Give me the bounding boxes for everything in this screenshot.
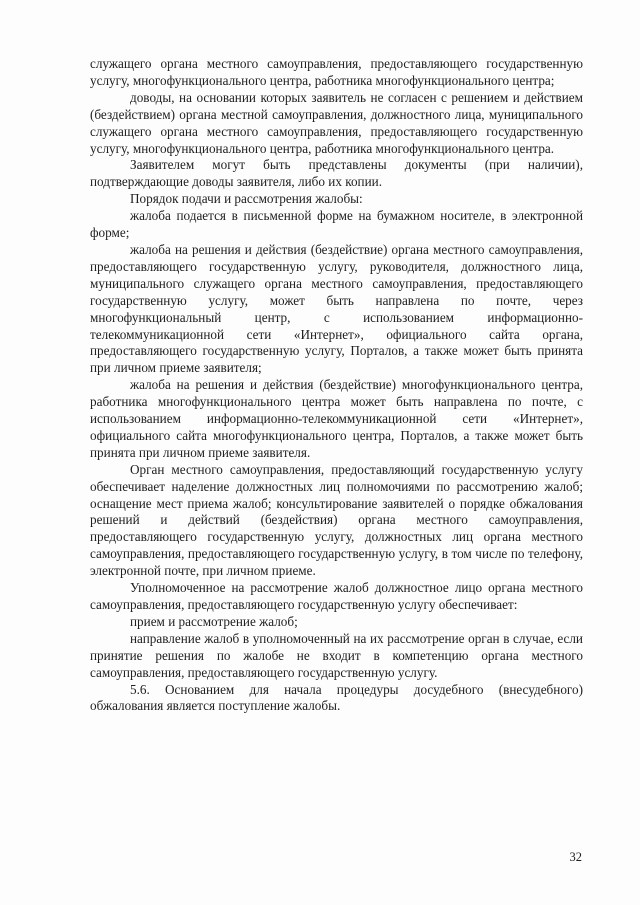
paragraph: служащего органа местного самоуправления, предоставляющего государственную услугу, многофункционального центра, работника многофункционального центра; bbox=[90, 56, 583, 88]
paragraph: Орган местного самоуправления, предоставляющий государственную услугу обеспечивает наделение должностных лиц полномочиями по рассмотрению жалоб; оснащение мест приема жалоб; консультирование заявителей о порядке обжалования решений и действий (бездействия) органа местного самоуправления, предоставляющего государственную услугу, должностных лиц органа местного самоуправления, предоставляющего государственную услугу, в том числе по телефону, электронной почте, при личном приеме. bbox=[90, 461, 583, 579]
paragraph: прием и рассмотрение жалоб; bbox=[130, 613, 298, 629]
paragraph: Заявителем могут быть представлены документы (при наличии), подтверждающие доводы заявителя, либо их копии. bbox=[90, 157, 583, 190]
paragraph: доводы, на основании которых заявитель не согласен с решением и действием (бездействием) органа местной самоуправления, должностного лица, муниципального служащего органа местного самоуправления, предоставляющего государственную услугу, многофункционального центра, работника многофункционального центра. bbox=[90, 89, 583, 156]
paragraph: жалоба на решения и действия (бездействие) органа местного самоуправления, предоставляющего государственную услугу, руководителя, должностного лица, муниципального служащего органа местного самоуправления, предоставляющего государственную услугу, может быть направлена по почте, через многофункциональный центр, с использованием информационно-телекоммуникационной сети «Интернет», официального сайта органа, предоставляющего государственную услугу, Порталов, а также может быть принята при личном приеме заявителя; bbox=[90, 241, 583, 376]
paragraph: направление жалоб в уполномоченный на их рассмотрение орган в случае, если принятие решения по жалобе не входит в компетенцию органа местного самоуправления, предоставляющего государственную услугу. bbox=[90, 630, 583, 680]
paragraph: жалоба на решения и действия (бездействие) многофункционального центра, работника многофункционального центра может быть направлена по почте, с использованием информационно-телекоммуникационной сети «Интернет», официального сайта многофункционального центра, Порталов, а также может быть принята при личном приеме заявителя. bbox=[90, 377, 583, 460]
paragraph: 5.6. Основанием для начала процедуры досудебного (внесудебного) обжалования является поступление жалобы. bbox=[90, 681, 583, 714]
paragraph: жалоба подается в письменной форме на бумажном носителе, в электронной форме; bbox=[90, 208, 583, 241]
page-number: 32 bbox=[569, 850, 582, 864]
paragraph: Уполномоченное на рассмотрение жалоб должностное лицо органа местного самоуправления, предоставляющего государственную услугу обеспечивает: bbox=[90, 580, 583, 612]
paragraph: Порядок подачи и рассмотрения жалобы: bbox=[130, 191, 363, 207]
document-body bbox=[90, 56, 583, 715]
